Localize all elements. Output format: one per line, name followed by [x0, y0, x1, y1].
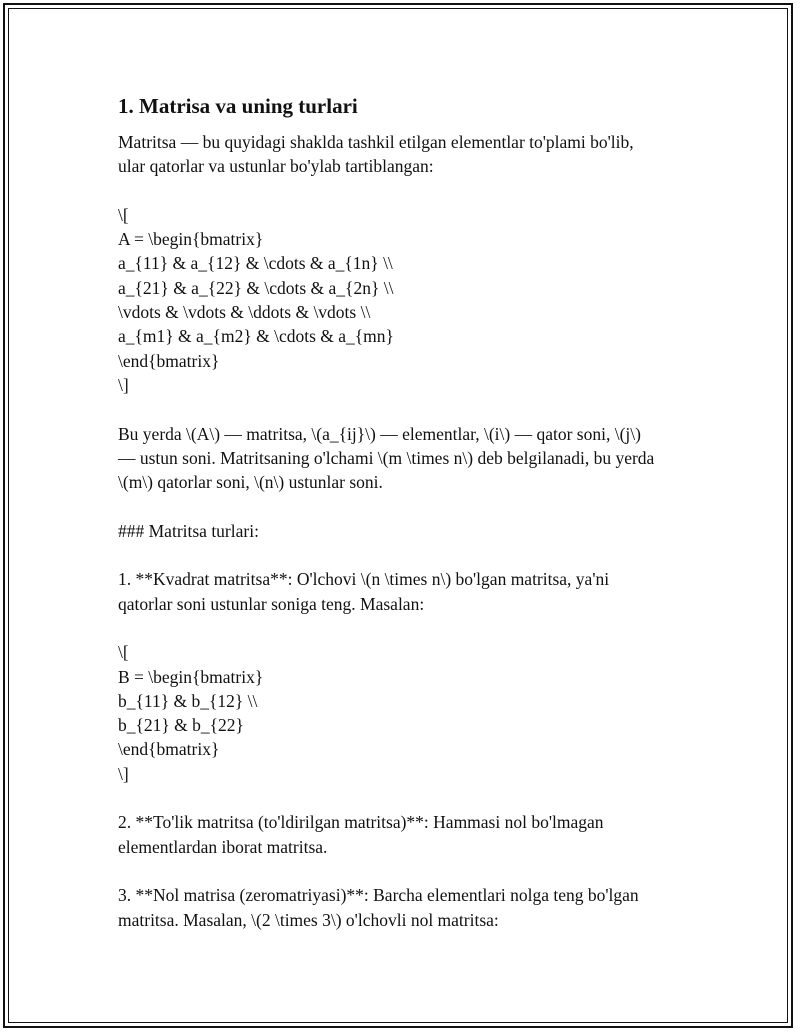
text-line: B = \begin{bmatrix} [118, 666, 264, 687]
text-line: a_{21} & a_{22} & \cdots & a_{2n} \\ [118, 277, 394, 298]
blank-line [118, 859, 698, 883]
section-heading: 1. Matrisa va uning turlari [118, 94, 358, 118]
text-line: \[ [118, 642, 129, 663]
text-line: 2. **To'lik matritsa (to'ldirilgan matritsa)**: Hammasi nol bo'lmagan [118, 812, 604, 833]
text-line: \end{bmatrix} [118, 350, 220, 371]
blank-line [118, 786, 698, 810]
text-line: Bu yerda \(A\) — matritsa, \(a_{ij}\) — elementlar, \(i\) — qator soni, \(j\) [118, 423, 641, 444]
document-body [118, 92, 698, 932]
text-line: \vdots & \vdots & \ddots & \vdots \\ [118, 302, 371, 323]
text-line: ular qatorlar va ustunlar bo'ylab tartiblangan: [118, 156, 434, 177]
text-line: b_{21} & b_{22} [118, 715, 244, 736]
text-line: 3. **Nol matrisa (zeromatriyasi)**: Barcha elementlari nolga teng bo'lgan [118, 885, 639, 906]
text-line: a_{11} & a_{12} & \cdots & a_{1n} \\ [118, 253, 393, 274]
text-line: 1. **Kvadrat matritsa**: O'lchovi \(n \times n\) bo'lgan matritsa, ya'ni [118, 569, 610, 590]
blank-line [118, 616, 698, 640]
text-line: a_{m1} & a_{m2} & \cdots & a_{mn} [118, 326, 394, 347]
text-line: matritsa. Masalan, \(2 \times 3\) o'lchovli nol matritsa: [118, 909, 499, 930]
text-line: b_{11} & b_{12} \\ [118, 690, 258, 711]
text-line: \] [118, 763, 129, 784]
blank-line [118, 179, 698, 203]
text-line: \(m\) qatorlar soni, \(n\) ustunlar soni. [118, 472, 383, 493]
text-line: — ustun soni. Matritsaning o'lchami \(m \times n\) deb belgilanadi, bu yerda [118, 447, 655, 468]
blank-line [118, 543, 698, 567]
blank-line [118, 494, 698, 518]
text-line: \end{bmatrix} [118, 739, 220, 760]
blank-line [118, 397, 698, 421]
text-line: qatorlar soni ustunlar soniga teng. Masalan: [118, 593, 425, 614]
text-line: \[ [118, 204, 129, 225]
text-line: Matritsa — bu quyidagi shaklda tashkil etilgan elementlar to'plami bo'lib, [118, 132, 634, 152]
text-line: elementlardan iborat matritsa. [118, 836, 328, 857]
document-text [118, 130, 698, 932]
text-line: ### Matritsa turlari: [118, 520, 259, 541]
text-line: A = \begin{bmatrix} [118, 229, 264, 250]
text-line: \] [118, 374, 129, 395]
